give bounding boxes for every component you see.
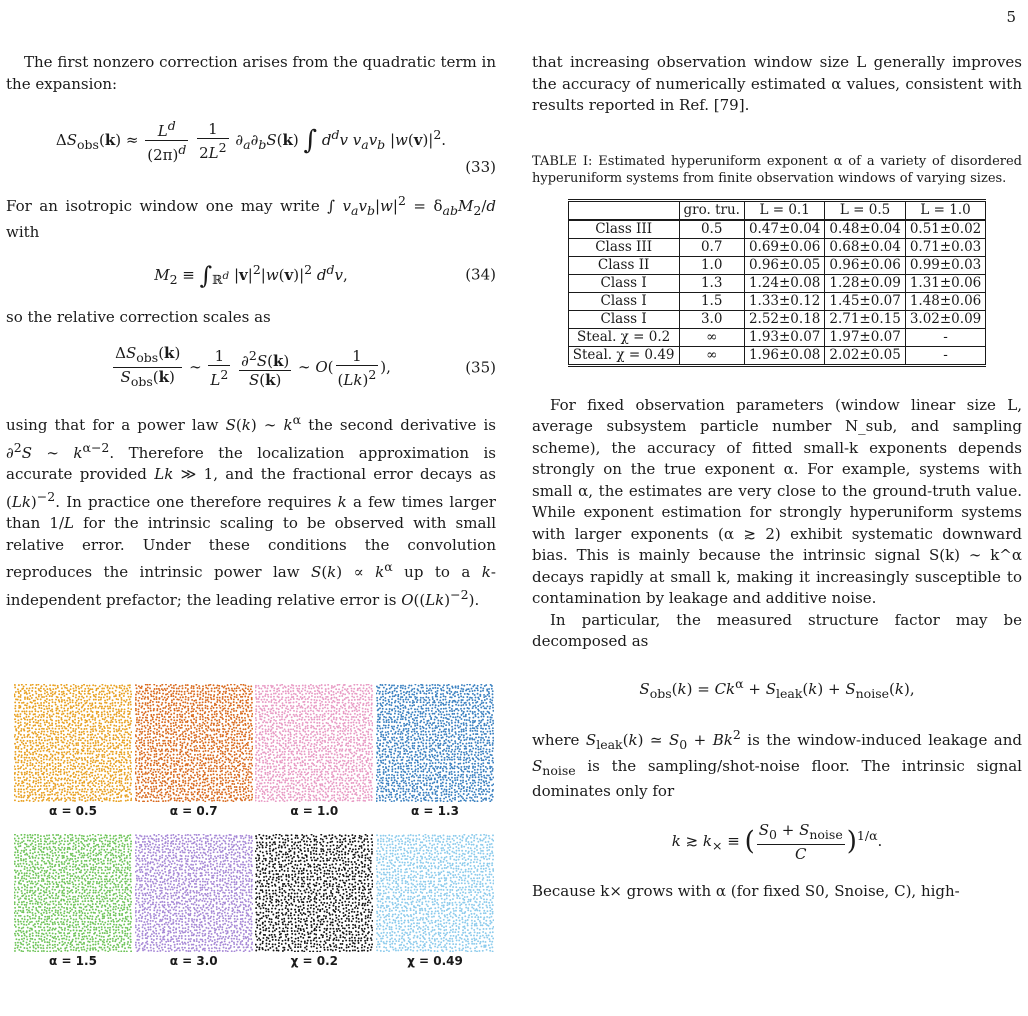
- paragraph-fixed-parameters: For fixed observation parameters (window linear size L, average subsystem particle number N_sub, and sampling scheme), the accuracy of fitted small-k exponents depends strongly on the true exponent α. For example, systems with small α, the estimates are very close to the ground-truth value. While exponent estimation for strongly hyperuniform systems with larger exponents (α ≳ 2) exhibit systematic downward bias. This is mainly because the intrinsic signal S(k) ∼ k^α decays rapidly at small k, making it increasingly susceptible to contamination by leakage and additive noise.: [532, 395, 1022, 607]
- table-cell: 1.97±0.07: [825, 328, 905, 346]
- panel-alpha-1-3: [376, 684, 494, 834]
- point-pattern-plot: [376, 684, 494, 802]
- table-cell: 0.51±0.02: [905, 220, 985, 239]
- table-cell: -: [905, 346, 985, 365]
- panel-label: χ = 0.49: [407, 954, 463, 968]
- table-row: [568, 328, 986, 346]
- table-cell: 3.0: [679, 310, 744, 328]
- paragraph-isotropic: For an isotropic window one may write ∫ $v_av_b|w|^2 = \delta_{ab}M_2/d$ with: [6, 193, 496, 241]
- page-number: 5: [1006, 8, 1016, 26]
- paragraph-leakage: where $S_{leak}(k)$ ≃ $S_0 + Bk^2$ is the window-induced leakage and $S_{noise}$ is the sampling/shot-noise floor. The intrinsic signal dominates only for: [532, 727, 1022, 800]
- right-column: [532, 52, 1022, 902]
- paragraph-scaling: so the relative correction scales as: [6, 307, 271, 326]
- paragraph-correction-intro: The first nonzero correction arises from the quadratic term in the expansion:: [6, 53, 496, 93]
- point-pattern-plot: [135, 684, 253, 802]
- panel-chi-0-49: [376, 834, 494, 984]
- paragraph-power-law: using that for a power law S(k) ∼ $k^\alpha$ the second derivative is ∂$^2$S ∼ $k^{\alpha-2}$. Therefore the localization approximation is accurate provided Lk ≫ 1, and the fractional error decays as $(Lk)^{-2}$. In practice one therefore requires k a few times larger than 1/L for the intrinsic scaling to be observed with small relative error. Under these conditions the convolution reproduces the intrinsic power law $S(k) \propto k^\alpha$ up to a k-independent prefactor; the leading relative error is $O((Lk)^{-2})$.: [6, 412, 496, 609]
- table-row: [568, 274, 986, 292]
- table-cell: Class I: [568, 292, 679, 310]
- table-cell: 0.71±0.03: [905, 238, 985, 256]
- point-pattern-plot: [255, 834, 373, 952]
- equation-34: [6, 259, 496, 291]
- panel-alpha-0-7: [135, 684, 253, 834]
- panel-label: α = 0.7: [169, 804, 218, 818]
- paragraph-window-size: that increasing observation window size L generally improves the accuracy of numerically estimated α values, consistent with results reported in Ref. [79].: [532, 53, 1022, 114]
- left-column: [6, 52, 496, 611]
- table-cell: 1.0: [679, 256, 744, 274]
- table-cell: 1.3: [679, 274, 744, 292]
- panel-chi-0-2: [255, 834, 373, 984]
- figure-row-bottom: [14, 834, 494, 984]
- table-caption: TABLE I: Estimated hyperuniform exponent α of a variety of disordered hyperuniform systems from finite observation windows of varying sizes.: [532, 153, 1022, 186]
- point-pattern-plot: [255, 684, 373, 802]
- table-cell: 1.33±0.12: [744, 292, 824, 310]
- panel-label: α = 1.0: [290, 804, 339, 818]
- table-cell: 1.45±0.07: [825, 292, 905, 310]
- table-cell: 1.28±0.09: [825, 274, 905, 292]
- table-cell: 0.7: [679, 238, 744, 256]
- table-cell: Class II: [568, 256, 679, 274]
- table-cell: 1.5: [679, 292, 744, 310]
- panel-label: α = 3.0: [169, 954, 218, 968]
- table-cell: Steal. χ = 0.49: [568, 346, 679, 365]
- equation-35-number: (35): [465, 357, 496, 376]
- table-cell: ∞: [679, 328, 744, 346]
- table-cell: 0.5: [679, 220, 744, 239]
- table-cell: 1.48±0.06: [905, 292, 985, 310]
- table-cell: 1.31±0.06: [905, 274, 985, 292]
- table-row: [568, 346, 986, 365]
- point-pattern-figure: [14, 684, 494, 984]
- table-header-cell: L = 0.1: [744, 200, 824, 220]
- table-row: [568, 238, 986, 256]
- equation-33-body: $\Delta S_{obs}(k)$ ≈ $\frac{L^d}{(2\pi)^d}$ $\frac{1}{2L^2}$ $\partial_a\partial_bS(k)$ ∫ $d^dv$ $v_av_b$ $|w(v)|^2$.: [55, 118, 447, 164]
- table-cell: 1.93±0.07: [744, 328, 824, 346]
- table-cell: 2.71±0.15: [825, 310, 905, 328]
- results-table: [568, 199, 987, 367]
- table-cell: ∞: [679, 346, 744, 365]
- table-cell: 2.52±0.18: [744, 310, 824, 328]
- equation-33: [6, 117, 496, 176]
- point-pattern-plot: [135, 834, 253, 952]
- table-cell: 0.47±0.04: [744, 220, 824, 239]
- equation-34-number: (34): [465, 265, 496, 283]
- table-cell: 0.69±0.06: [744, 238, 824, 256]
- table-cell: 1.24±0.08: [744, 274, 824, 292]
- table-cell: Class I: [568, 310, 679, 328]
- table-cell: Class I: [568, 274, 679, 292]
- panel-label: α = 1.3: [411, 804, 459, 818]
- panel-alpha-1-5: [14, 834, 132, 984]
- table-cell: 2.02±0.05: [825, 346, 905, 365]
- panel-alpha-0-5: [14, 684, 132, 834]
- point-pattern-plot: [14, 834, 132, 952]
- table-row: [568, 220, 986, 239]
- equation-crossover: k ≳ $k_\times$ ≡ ( $\frac{S_0 + S_{noise}}{C}$ )$^{1/\alpha}$.: [671, 820, 883, 863]
- table-cell: 3.02±0.09: [905, 310, 985, 328]
- equation-34-body: $M_2 \equiv \int_{ℝ^d}$ $|v|^2|w(v)|^2$ $d^dv$,: [154, 261, 348, 290]
- panel-alpha-3-0: [135, 834, 253, 984]
- table-row: [568, 310, 986, 328]
- table-header-cell: L = 1.0: [905, 200, 985, 220]
- point-pattern-plot: [14, 684, 132, 802]
- table-cell: Class III: [568, 220, 679, 239]
- table-header-cell: gro. tru.: [679, 200, 744, 220]
- table-header-cell: L = 0.5: [825, 200, 905, 220]
- table-cell: -: [905, 328, 985, 346]
- table-cell: 1.96±0.08: [744, 346, 824, 365]
- table-row: [568, 292, 986, 310]
- point-pattern-plot: [376, 834, 494, 952]
- panel-label: α = 0.5: [49, 804, 97, 818]
- panel-label: χ = 0.2: [290, 954, 339, 968]
- table-cell: Class III: [568, 238, 679, 256]
- table-header-cell: [568, 200, 679, 220]
- equation-decomposition: $S_{obs}(k) = Ck^\alpha + S_{leak}(k) + S_{noise}(k)$,: [639, 675, 915, 701]
- table-cell: 0.68±0.04: [825, 238, 905, 256]
- table-cell: 0.96±0.05: [744, 256, 824, 274]
- equation-35-body: $\frac{\Delta S_{obs}(k)}{S_{obs}(k)}$ ∼ $\frac{1}{L^2}$ $\frac{\partial^2S(k)}{S(k)}$ ∼ O( $\frac{1}{(Lk)^2}$ ),: [115, 344, 391, 389]
- table-cell: Steal. χ = 0.2: [568, 328, 679, 346]
- panel-alpha-1-0: [255, 684, 373, 834]
- paragraph-crossover-growth: Because k× grows with α (for fixed S0, Snoise, C), high-: [532, 881, 960, 900]
- paragraph-decomposition: In particular, the measured structure factor may be decomposed as: [532, 610, 1022, 650]
- table-row: [568, 256, 986, 274]
- table-cell: 0.99±0.03: [905, 256, 985, 274]
- table-cell: 0.48±0.04: [825, 220, 905, 239]
- panel-label: α = 1.5: [49, 954, 97, 968]
- table-cell: 0.96±0.06: [825, 256, 905, 274]
- equation-35: [6, 344, 496, 391]
- table-header-row: [568, 200, 986, 220]
- equation-33-number: (33): [465, 157, 496, 176]
- figure-row-top: [14, 684, 494, 834]
